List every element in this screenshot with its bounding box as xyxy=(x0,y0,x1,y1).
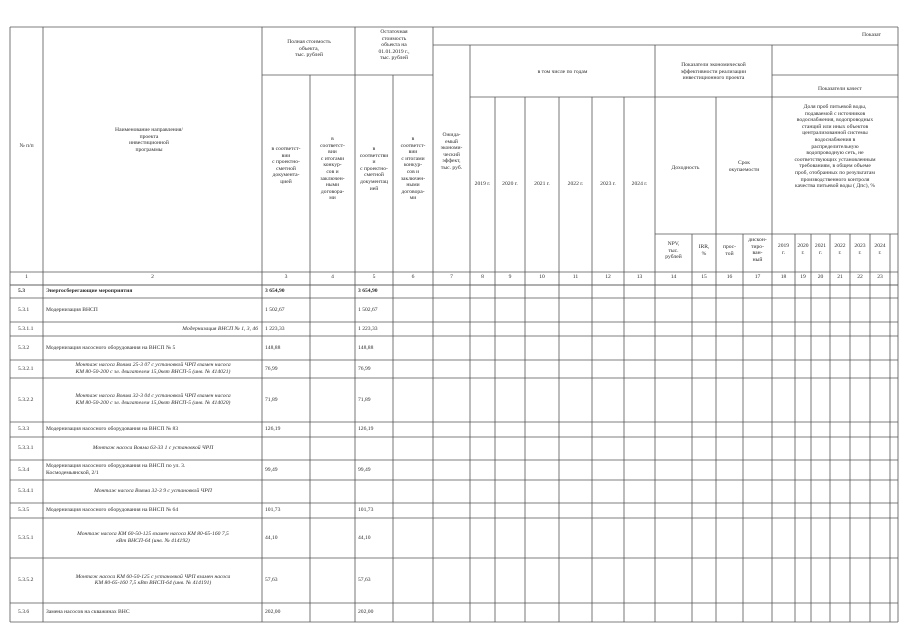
header-irr: IRR, % xyxy=(698,244,710,257)
quality-year-header: 2019 г. xyxy=(777,243,790,256)
column-number: 18 xyxy=(780,274,787,280)
full-cost-value: 3 654,90 xyxy=(265,288,285,295)
column-number: 9 xyxy=(508,274,512,280)
column-number: 13 xyxy=(636,274,643,280)
row-name: Замена насосов на скважинах ВНС xyxy=(46,609,130,616)
year-header: 2022 г. xyxy=(567,181,584,187)
row-number: 5.3.2.1 xyxy=(18,365,34,372)
row-number: 5.3 xyxy=(18,288,25,295)
row-number: 5.3.1.1 xyxy=(18,325,34,332)
full-cost-value: 57,63 xyxy=(265,577,278,584)
row-name: Модернизация ВНСП xyxy=(46,306,98,313)
row-name: Монтаж насоса Вояма 32-3 9 с установкой ЧРП xyxy=(94,488,212,495)
quality-year-header: 2024 г. xyxy=(874,243,886,256)
residual-cost-value: 57,63 xyxy=(358,577,371,584)
column-number: 12 xyxy=(605,274,611,280)
row-number: 5.3.5 xyxy=(18,507,30,514)
residual-cost-value: 202,00 xyxy=(358,609,374,616)
full-cost-value: 44,10 xyxy=(265,534,278,541)
header-contract: в соответст- вии с итогами конкур- сов и заключен- ными договора- ми xyxy=(320,136,345,202)
column-number: 1 xyxy=(25,274,28,280)
column-number: 22 xyxy=(857,274,863,280)
row-name: Модернизация насосного оборудования на ВНСП № 83 xyxy=(46,426,179,433)
header-full-cost: Полная стоимость объекта, тыс. рублей xyxy=(287,39,331,59)
header-name: Наименование направления/ проекта инвестиционной программы xyxy=(115,127,183,153)
quality-year-header: 2020 г. xyxy=(797,243,809,256)
row-number: 5.3.5.1 xyxy=(18,534,34,541)
year-header: 2021 г. xyxy=(534,181,550,187)
column-number: 5 xyxy=(372,274,376,280)
header-profitability: Доходность xyxy=(671,165,700,171)
row-name: Монтаж насоса Вояма 32-3 04 с установкой ЧРП взамен насоса КМ 80-50-200 с эл. двигателем 15,0квт ВНСП-5 (инв. № 414020) xyxy=(75,393,231,406)
full-cost-value: 71,89 xyxy=(265,396,278,403)
column-number: 6 xyxy=(411,274,415,280)
residual-cost-value: 3 654,90 xyxy=(358,288,378,295)
row-name: Модернизация насосного оборудования на ВНСП № 64 xyxy=(46,507,179,514)
row-name: Энергосберегающие мероприятия xyxy=(46,288,133,295)
column-number: 23 xyxy=(877,274,883,280)
column-number: 15 xyxy=(701,274,707,280)
year-header: 2024 г. xyxy=(631,181,648,187)
column-number: 14 xyxy=(670,274,677,280)
row-name: Модернизация ВНСП № 1, 3, 46 xyxy=(182,325,258,332)
full-cost-value: 148,88 xyxy=(265,344,281,351)
quality-year-header: 2022 г. xyxy=(834,243,846,256)
residual-cost-value: 1 223,33 xyxy=(358,325,378,332)
header-expected-effect: Ожида- емый экономи- ческий эффект, тыс. руб. xyxy=(440,132,463,171)
column-number: 8 xyxy=(481,274,484,280)
header-residual-cost: Остаточная стоимость объекта на 01.01.2019 г., тыс. рублей xyxy=(378,29,410,62)
residual-cost-value: 148,88 xyxy=(358,344,374,351)
header-num: № п/п xyxy=(19,143,34,149)
residual-cost-value: 44,10 xyxy=(358,534,371,541)
header-quality: Показатели качест xyxy=(818,86,862,92)
header-design-estimate-2: в соответстви и с проектно- сметной документац ией xyxy=(359,146,389,192)
full-cost-value: 126,19 xyxy=(265,426,281,433)
column-number: 21 xyxy=(837,274,843,280)
column-number: 2 xyxy=(151,274,154,280)
row-name: Монтаж насоса КМ 60-50-125 с установкой ЧРП взамен насоса КМ 80-65-160 7,5 кВт ВНСП-64 (инв. № 414191) xyxy=(75,573,231,587)
column-number: 19 xyxy=(800,274,806,280)
row-number: 5.3.3.1 xyxy=(18,445,34,452)
year-header: 2019 г. xyxy=(474,181,491,187)
header-share-text: Доля проб питьевой воды, подаваемой с источников водоснабжения, водопроводных станций или иных объектов централизованной системы водоснабжения в распределительную водопроводную сеть, не соответствующих установленным требованиям, в общем объеме проб, отобранных по результатам производственного контроля качества питьевой воды ( Дпс), % xyxy=(794,104,876,190)
residual-cost-value: 1 502,67 xyxy=(358,306,378,313)
row-number: 5.3.3 xyxy=(18,426,30,433)
header-discounted: дискон- тиро- ван- ный xyxy=(748,237,767,263)
header-simple: прос- той xyxy=(722,244,737,257)
full-cost-value: 99,49 xyxy=(265,466,278,473)
header-by-years: в том числе по годам xyxy=(537,69,588,75)
header-npv: NPV, тыс. рублей xyxy=(665,241,682,261)
row-number: 5.3.2.2 xyxy=(18,396,34,403)
year-header: 2020 г. xyxy=(502,181,518,187)
row-name: Монтаж насоса КМ 60-50-125 взамен насоса КМ 80-65-160 7,5 кВт ВНСП-64 (инв. № 414192) xyxy=(77,531,229,544)
row-name: Модернизация насосного оборудования на ВНСП № 5 xyxy=(46,344,176,351)
header-payback: Срок окупаемости xyxy=(728,160,760,173)
row-number: 5.3.5.2 xyxy=(18,577,34,584)
full-cost-value: 76,99 xyxy=(265,365,278,372)
column-number: 11 xyxy=(572,274,579,280)
header-contract-2: в соответст- вии с итогами конкур- сов и заключен- ными договора- ми xyxy=(400,136,426,202)
column-number: 7 xyxy=(450,274,453,280)
residual-cost-value: 71,89 xyxy=(358,396,371,403)
full-cost-value: 202,00 xyxy=(265,609,281,616)
row-name: Монтаж насоса Вояма 25-3 07 с установкой ЧРП взамен насоса КМ 80-50-200 с эл. двигателем 15,0квт ВНСП-5 (инв. № 414021) xyxy=(75,362,231,375)
column-number: 10 xyxy=(539,274,545,280)
quality-year-header: 2021 г. xyxy=(814,243,827,256)
year-header: 2023 г. xyxy=(600,181,616,187)
row-number: 5.3.4.1 xyxy=(18,488,34,495)
row-number: 5.3.4 xyxy=(18,466,30,473)
residual-cost-value: 76,99 xyxy=(358,365,371,372)
full-cost-value: 1 502,67 xyxy=(265,306,285,313)
row-name: Модернизация насосного оборудования на ВНСП по ул. 3. Космодемьянской, 2/1 xyxy=(46,463,186,476)
row-number: 5.3.2 xyxy=(18,344,30,351)
column-number: 16 xyxy=(726,274,733,280)
column-number: 17 xyxy=(754,274,761,280)
row-name: Монтаж насоса Вояма 63-33 1 с установкой ЧРП xyxy=(92,445,214,452)
column-number: 4 xyxy=(331,274,334,280)
header-top-right: Показат xyxy=(862,32,881,38)
full-cost-value: 101,73 xyxy=(265,507,281,514)
residual-cost-value: 126,19 xyxy=(358,426,374,433)
full-cost-value: 1 223,33 xyxy=(265,325,285,332)
row-number: 5.3.1 xyxy=(18,306,30,313)
quality-year-header: 2023 г. xyxy=(854,243,866,256)
column-number: 3 xyxy=(284,274,288,280)
header-design-estimate: в соответст- вии с проектно- сметной документа- цией xyxy=(271,146,301,185)
residual-cost-value: 101,73 xyxy=(358,507,374,514)
residual-cost-value: 99,49 xyxy=(358,466,371,473)
header-econ-efficiency: Показатели экономической эффективности реализации инвестиционного проекта xyxy=(680,62,747,82)
row-number: 5.3.6 xyxy=(18,609,30,616)
column-number: 20 xyxy=(817,274,824,280)
